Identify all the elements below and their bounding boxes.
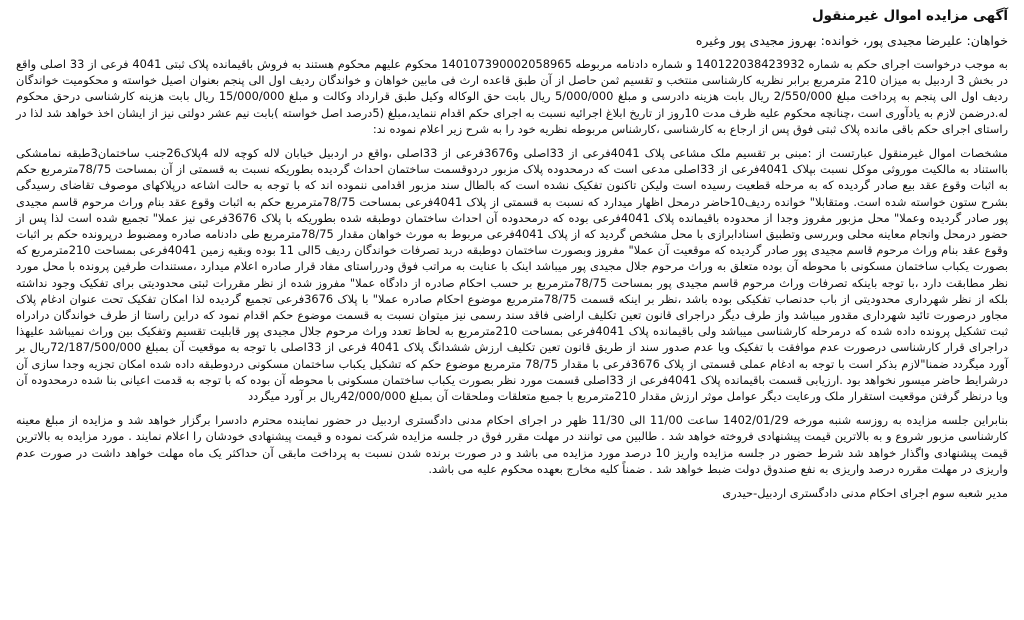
signature: مدیر شعبه سوم اجرای احکام مدنی دادگستری اردبیل-حیدری <box>722 486 1008 501</box>
parties-line: خواهان: علیرضا مجیدی پور، خوانده: بهروز مجیدی پور وغیره <box>695 33 1008 48</box>
paragraph-judgment: به موجب درخواست اجرای حکم به شماره 140122038423932 و شماره دادنامه مربوطه 140107390002058965 محکوم علیهم محکوم هستند به فروش باقیمانده پلاک ثبتی 4041 فرعی از 33 اصلی واقع در بخش 3 اردبیل به میزان 210 مترمربع برابر نظریه کارشناسی منتخب و تقسیم ثمن حاصل از آن طبق قاعده ارث فی مابین خواهان و خواندگان ردیف اول الی پنجم بعنوان اصیل خواسته و محکومیت خواندگان ردیف اول الی پنجم به پرداخت مبلغ 2/550/000 ریال بابت هزینه دادرسی و مبلغ 5/000/000 ریال بابت حق الوکاله وکیل طبق قرارداد وکالت و مبلغ 15/000/000 ریال بابت هزینه کارشناسی درحق محکوم له.درضمن لازم به یادآوری است ،چنانچه محکوم علیه ظرف مدت 10روز از تاریخ ابلاغ اجرائیه نسبت به اجرای حکم اقدام ننماید،مبلغ (5درصد اصل خواسته )بابت نیم عشر دولتی نیز از ایشان اخذ خواهد شد لذا در راستای اجرای حکم باقی مانده پلاک ثبتی فوق پس از ارجاع به کارشناسی ،کارشناس مربوطه نظریه خود را به شرح زیر اعلام نموده ند: <box>16 57 1009 136</box>
paragraph-property-specs: مشخصات اموال غیرمنقول عبارتست از :مبنی بر تقسیم ملک مشاعی پلاک 4041فرعی از 33اصلی و3676فرعی از 33اصلی ،واقع در اردبیل خیابان لاله کوچه لاله 4پلاک26جنب ساختمان3طبقه نمامشکی بااستناد به مالکیت موروثی موکل نسبت بپلاک 4041فرعی از 33اصلی مدعی است که درمحدوده پلاک مزبور دردوقسمت ساختمان احداث گردیده بطوریکه نسبت به قسمتی از آن بمساحت 78/75مترمربع حکم به اثبات وقوع عقد بیع صادر گردیده که به مرحله قطعیت رسیده است ولیکن تاکنون تفکیک نشده است که بالطال سند مزبور اقدامی ننموده اند که با توجه به حالت اشاعه درپلاکهای موصوف تقاضای رسیدگی بشرح ستون خواسته شده است. ومتقابلا" خوانده ردیف10حاضر درمحل اظهار میدارد که نسبت به قسمتی از پلاک 4041فرعی بمساحت 78/75مترمربع حکم به اثبات وقوع عقد بنام وراث مرحوم قاسم مجیدی پور صادر گردیده وعملا" محل مزبور مفروز وجدا از محدوده باقیمانده پلاک 4041فرعی بوده که درمحدوده آن احداث ساختمان دوطبقه شده بطوریکه با پلاک 3676فرعی نیز عملا" تجمیع شده است لذا پس از حضور درمحل وانجام معاینه محلی وبررسی وتطبیق اسنادابرازی با محل مشخص گردید که از پلاک 4041فرعی مربوط به مورث خواهان مقدار 78/75مترمربع طی دادنامه صادره ومضبوط درپرونده حکم بر اثبات وقوع عقد بنام وراث مرحوم قاسم مجیدی پور صادر گردیده که موقعیت آن عملا" مفروز وبصورت ساختمان دوطبقه دربد تصرفات خواندگان ردیف 5الی 11 بوده وبقیه زمین 4041فرعی بمساحت 210مترمربع که بصورت یکباب ساختمان مسکونی با محوطه آن بوده متعلق به وراث مرحوم جلال مجیدی پور میباشد اینک با عنایت به مراتب فوق ودرراستای مفاد قرار صادره اعلام میدارد ،مستندات طرفین پرونده با محل مورد نظر مطابقت دارد ،با توجه باینکه تصرفات وراث مرحوم قاسم مجیدی پور بمساحت 78/75مترمربع بر حسب احکام صادره از دادگاه عملا" مفروز شده از نظر مقررات ثبتی محدودیتی برای تفکیک وجود نداشته بلکه از نظر شهرداری محدودیتی از باب حدنصاب تفکیکی بوده باشد ،نظر بر اینکه قسمت 78/75مترمربع موضوع احکام صادره عملا" با پلاک 3676فرعی تجمیع گردیده لذا امکان تفکیک تحت عنوان ادغام پلاک مجاور درصورت تائید شهرداری مقدور میباشد واز طرف دیگر دراجرای قانون تعین تکلیف اراضی فاقد سند رسمی نیز میتوان نسبت به قسمت موضوع حکم اقدام نمود که دراین راستا از طرف خواندگان درادراه ثبت تشکیل پرونده داده شده که درمرحله کارشناسی میباشد ولی باقیمانده پلاک 4041فرعی بمساحت 210مترمربع به لحاظ تعدد وراث مرحوم جلال مجیدی پور قابلیت تقسیم وتفکیک بین وراث نمیباشد علیهذا دراجرای قرار کارشناسی درصورت عدم موافقت با تفکیک ویا عدم صدور سند از طریق قانون تعین تکلیف ارزش ششدانگ پلاک 4041 فرعی از 33اصلی با توجه به موقعیت آن بمبلغ 72/187/500/000ریال بر آورد میگردد ضمنا"لازم بذکر است با توجه به ادغام عملی قسمتی از پلاک 3676فرعی با مقدار 78/75 مترمربع موضوع حکم که تشکیل یکباب ساختمان مسکونی دردوطبقه داده شده امکان تجزیه وجدا سازی آن درشرایط حاضر میسور نخواهد بود .ارزیابی قسمت باقیمانده پلاک 4041فرعی از 33اصلی قسمت مورد نظر بصورت یکباب ساختمان مسکونی با محوطه آن بوده که با توجه به قدمت اعیانی بنا شده درمحدوده آن ویا درنظر گرفتن موقعیت استقرار ملک ورعایت دیگر عوامل موثر ارزش مقدار 210مترمربع با جمیع متعلقات وملحقات آن بمبلغ 42/000/000ریال بر آورد میگردد <box>16 146 1009 404</box>
paragraph-auction-session: بنابراین جلسه مزایده به روزسه شنبه مورخه 1402/01/29 ساعت 11/00 الی 11/30 ظهر در اجرای احکام مدنی دادگستری اردبیل در حضور نماینده محترم دادسرا برگزار خواهد شد و مزایده از مبلغ معینه کارشناسی مزبور شروع و به بالاترین قیمت پیشنهادی فروخته خواهد شد . طالبین می توانند در مهلت مقرر فوق در جلسه مزایده شرکت نموده و قیمت پیشنهادی خودشان را اعلام نمایند . مورد مزایده به بالاترین قیمت پیشنهادی واگذار خواهد شد شرط حضور در جلسه مزایده واریز 10 درصد مورد مزایده می باشد و در صورت برنده شدن نسبت به پرداخت مابقی آن حداکثر یک ماه مهلت خواهد داشت در صورت عدم واریزی در مهلت مقرره درصد واریزی به نفع صندوق دولت ضبط خواهد شد . ضمناً کلیه مخارج بعهده محکوم علیه می باشد. <box>16 413 1008 476</box>
notice-title: آگهی مزایده اموال غیرمنقول <box>811 8 1008 24</box>
